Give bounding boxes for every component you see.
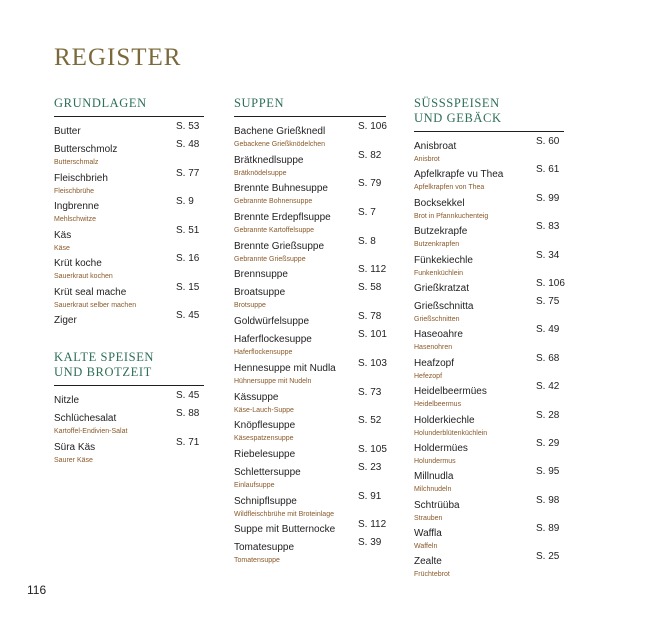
entry-text — [414, 136, 456, 164]
entry-name: Fleischbrieh — [54, 172, 108, 184]
entry-text — [234, 519, 335, 537]
entry-page-ref: S. 49 — [536, 324, 560, 336]
entry-text — [414, 164, 503, 192]
index-entry — [234, 236, 386, 265]
entry-text — [234, 207, 331, 235]
entry-page-ref: S. 79 — [358, 178, 382, 190]
entry-translation: Tomatensuppe — [234, 557, 280, 565]
entry-translation: Käse — [54, 244, 70, 252]
entry-text — [414, 296, 473, 324]
entry-page-ref: S. 77 — [176, 167, 200, 179]
entry-page-ref: S. 52 — [358, 415, 382, 427]
entry-translation: Heidelbeermus — [414, 401, 462, 409]
index-entry — [414, 523, 564, 551]
index-entry — [414, 353, 564, 381]
index-entry — [54, 408, 204, 437]
section-heading-line: KALTE SPEISEN — [54, 350, 155, 364]
entry-name: Kässuppe — [234, 391, 279, 403]
entry-text — [414, 381, 487, 409]
entry-translation: Käse-Lauch-Suppe — [234, 406, 294, 414]
entry-page-ref: S. 8 — [358, 235, 376, 247]
entry-text — [54, 310, 77, 328]
entry-translation: Kartoffel-Endivien-Salat — [54, 428, 128, 435]
index-entry — [234, 519, 386, 537]
entry-name: Anisbroat — [414, 141, 457, 152]
index-entry — [414, 438, 564, 466]
index-entry — [414, 278, 564, 296]
entry-text — [234, 491, 334, 519]
entry-page-ref: S. 16 — [176, 253, 200, 264]
index-entry — [54, 225, 204, 254]
entry-text — [234, 537, 294, 565]
entry-translation: Hühnersuppe mit Nudeln — [234, 377, 312, 385]
entry-translation: Brotsuppe — [234, 302, 266, 310]
entry-page-ref: S. 45 — [176, 390, 200, 401]
entry-page-ref: S. 106 — [358, 121, 387, 132]
entry-page-ref: S. 48 — [176, 139, 200, 150]
entry-translation: Sauerkraut kochen — [54, 273, 113, 280]
entry-name: Tomatesuppe — [234, 542, 295, 554]
entry-text — [414, 324, 463, 352]
section-heading — [414, 96, 564, 132]
entry-name: Knöpflesuppe — [234, 420, 296, 432]
entry-translation: Saurer Käse — [54, 456, 93, 464]
entry-page-ref: S. 73 — [358, 386, 382, 398]
index-entry — [414, 250, 564, 278]
entry-page-ref: S. 60 — [536, 136, 560, 147]
entry-text — [234, 150, 304, 178]
index-entry — [414, 324, 564, 352]
entry-text — [54, 225, 71, 253]
index-entry — [414, 296, 564, 324]
section-heading-line: SUPPEN — [234, 96, 285, 110]
index-entry — [414, 495, 564, 523]
entry-translation: Anisbrot — [414, 156, 440, 163]
entry-name: Schlettersuppe — [234, 466, 301, 478]
entry-page-ref: S. 42 — [536, 381, 560, 393]
entry-name: Bachene Grießknedl — [234, 126, 326, 137]
entry-text — [414, 193, 488, 221]
index-entry — [54, 253, 204, 282]
entry-text — [54, 139, 117, 167]
page-number: 116 — [27, 583, 47, 597]
entry-text — [54, 196, 99, 224]
index-entry — [234, 491, 386, 520]
entry-text — [234, 358, 336, 386]
entry-name: Hennesuppe mit Nudla — [234, 362, 336, 374]
index-entry — [54, 390, 204, 408]
section-suessspeisen — [414, 96, 564, 580]
section-heading — [234, 96, 386, 117]
entry-translation: Gebrannte Bohnensuppe — [234, 198, 313, 206]
entry-text — [414, 438, 468, 466]
entry-page-ref: S. 28 — [536, 409, 560, 421]
entry-name: Haferflockesuppe — [234, 334, 312, 346]
entry-text — [414, 523, 442, 551]
entry-translation: Gebackene Grießknödelchen — [234, 141, 326, 148]
section-suppen — [234, 96, 386, 566]
entry-page-ref: S. 39 — [358, 537, 382, 549]
entry-page-ref: S. 91 — [358, 490, 382, 502]
entry-translation: Gebrannte Grießsuppe — [234, 255, 306, 263]
entry-page-ref: S. 78 — [358, 311, 382, 323]
entry-name: Goldwürfelsuppe — [234, 316, 310, 328]
entry-text — [414, 410, 487, 438]
entry-translation: Hasenohren — [414, 344, 453, 352]
entry-name: Schlüchesalat — [54, 413, 117, 424]
entry-text — [234, 444, 295, 462]
entry-name: Heafzopf — [414, 357, 455, 369]
entry-name: Ingbrenne — [54, 201, 100, 212]
entry-name: Süra Käs — [54, 441, 96, 453]
entry-translation: Milchnudeln — [414, 486, 452, 494]
entry-name: Brennte Erdepflsuppe — [234, 212, 331, 224]
index-entry — [234, 207, 386, 236]
entry-translation: Fleischbrühe — [54, 187, 95, 195]
entry-page-ref: S. 61 — [536, 164, 560, 176]
entry-translation: Waffeln — [414, 543, 438, 551]
entry-name: Apfelkrapfe vu Thea — [414, 169, 504, 181]
entry-page-ref: S. 99 — [536, 192, 560, 204]
entry-page-ref: S. 23 — [358, 461, 382, 473]
entry-name: Zealte — [414, 556, 442, 568]
index-entry — [414, 221, 564, 249]
section-heading — [54, 96, 204, 117]
index-entry — [234, 282, 386, 311]
entry-name: Holdermües — [414, 442, 468, 454]
entry-page-ref: S. 106 — [536, 277, 565, 289]
entry-page-ref: S. 71 — [176, 436, 200, 448]
entry-name: Schtrüüba — [414, 499, 460, 511]
section-heading — [54, 350, 204, 386]
entry-page-ref: S. 7 — [358, 207, 376, 219]
entry-page-ref: S. 101 — [358, 329, 387, 341]
index-entry — [414, 466, 564, 494]
entry-translation: Funkenküchlein — [414, 269, 464, 277]
entry-page-ref: S. 103 — [358, 357, 387, 369]
index-entry — [414, 381, 564, 409]
entry-page-ref: S. 45 — [176, 310, 200, 321]
section-kalte-speisen — [54, 350, 204, 465]
entry-name: Haseoahre — [414, 329, 463, 341]
entry-translation: Wildfleischbrühe mit Broteinlage — [234, 510, 334, 518]
entry-name: Butter — [54, 126, 81, 137]
entry-translation: Haferflockensuppe — [234, 349, 293, 357]
entry-page-ref: S. 112 — [358, 264, 387, 276]
entry-name: Krüt koche — [54, 258, 102, 269]
entry-page-ref: S. 58 — [358, 282, 382, 294]
entry-text — [414, 353, 454, 381]
entry-translation: Strauben — [414, 514, 443, 522]
entry-text — [414, 495, 460, 523]
entry-translation: Holundermus — [414, 457, 456, 465]
entry-translation: Hefezopf — [414, 372, 443, 380]
entry-name: Brennsuppe — [234, 269, 288, 281]
entry-name: Broatsuppe — [234, 287, 286, 299]
index-entry — [54, 196, 204, 225]
entry-name: Suppe mit Butternocke — [234, 524, 336, 536]
entry-translation: Butzenkrapfen — [414, 241, 460, 249]
section-grundlagen — [54, 96, 204, 328]
entry-page-ref: S. 15 — [176, 281, 200, 293]
index-entry — [414, 193, 564, 221]
entry-text — [54, 168, 108, 196]
entry-translation: Einlaufsuppe — [234, 481, 275, 489]
entry-page-ref: S. 68 — [536, 352, 560, 364]
entry-translation: Käsespatzensuppe — [234, 435, 294, 443]
column-right — [414, 96, 564, 580]
entry-page-ref: S. 75 — [536, 295, 560, 307]
entry-page-ref: S. 95 — [536, 466, 560, 478]
index-entry — [414, 410, 564, 438]
index-entry — [234, 415, 386, 444]
entry-text — [54, 121, 81, 139]
entry-text — [234, 282, 285, 310]
entry-translation: Grießschnitten — [414, 315, 460, 323]
index-entry — [414, 551, 564, 579]
entry-name: Holderkiechle — [414, 414, 475, 426]
entry-name: Brennte Buhnesuppe — [234, 183, 328, 195]
entry-translation: Butterschmalz — [54, 159, 99, 166]
index-entry — [234, 462, 386, 491]
entry-page-ref: S. 29 — [536, 437, 560, 449]
index-entry — [234, 329, 386, 358]
column-left — [54, 96, 204, 465]
index-entry — [234, 311, 386, 329]
entry-page-ref: S. 25 — [536, 551, 560, 563]
index-entry — [414, 164, 564, 192]
entry-text — [414, 278, 469, 296]
index-entry — [54, 139, 204, 168]
entry-page-ref: S. 51 — [176, 224, 200, 236]
entry-name: Brennte Grießsuppe — [234, 240, 325, 252]
entry-text — [54, 282, 136, 310]
entry-translation: Brätknödelsuppe — [234, 169, 287, 177]
entry-text — [414, 221, 467, 249]
entry-text — [234, 387, 294, 415]
entry-page-ref: S. 88 — [176, 408, 200, 419]
entry-name: Millnudla — [414, 471, 454, 483]
index-entry — [414, 136, 564, 164]
entry-translation: Gebrannte Kartoffelsuppe — [234, 227, 315, 235]
entry-text — [234, 329, 312, 357]
index-entry — [54, 282, 204, 311]
entry-page-ref: S. 53 — [176, 121, 200, 132]
entry-name: Riebelesuppe — [234, 448, 296, 460]
entry-name: Butzekrapfe — [414, 226, 468, 238]
entry-name: Käs — [54, 229, 72, 241]
entry-text — [414, 551, 450, 579]
section-heading-line: SÜSSSPEISEN — [414, 96, 500, 110]
entry-page-ref: S. 83 — [536, 221, 560, 233]
entry-name: Grießkratzat — [414, 282, 470, 294]
entry-page-ref: S. 98 — [536, 494, 560, 506]
entry-translation: Früchtebrot — [414, 571, 450, 579]
index-entry — [234, 537, 386, 566]
entry-text — [414, 250, 473, 278]
entry-page-ref: S. 105 — [358, 443, 387, 455]
index-entry — [54, 168, 204, 197]
entry-name: Waffla — [414, 528, 442, 540]
entry-text — [414, 466, 453, 494]
entry-text — [234, 462, 301, 490]
entry-name: Nitzle — [54, 395, 80, 406]
entry-name: Fünkekiechle — [414, 254, 473, 266]
entry-translation: Mehlschwitze — [54, 216, 97, 223]
index-entry — [54, 310, 204, 328]
entry-translation: Apfelkrapfen von Thea — [414, 184, 485, 192]
entry-text — [54, 437, 95, 465]
entry-page-ref: S. 34 — [536, 249, 560, 261]
section-heading-line: GRUNDLAGEN — [54, 96, 147, 110]
section-heading-line: UND BROTZEIT — [54, 365, 152, 379]
entry-name: Ziger — [54, 315, 77, 326]
index-entry — [234, 150, 386, 179]
entry-text — [54, 390, 79, 408]
entry-text — [54, 408, 127, 436]
index-entry — [234, 358, 386, 387]
entry-name: Heidelbeermües — [414, 386, 487, 398]
index-entry — [234, 444, 386, 462]
entry-name: Brätknedlsuppe — [234, 154, 304, 166]
entry-text — [234, 178, 328, 206]
column-middle — [234, 96, 386, 566]
entry-page-ref: S. 82 — [358, 149, 382, 161]
index-entry — [234, 178, 386, 207]
section-heading-line: UND GEBÄCK — [414, 111, 502, 125]
entry-text — [234, 236, 324, 264]
entry-name: Bocksekkel — [414, 197, 465, 209]
index-entry — [234, 387, 386, 416]
entry-page-ref: S. 112 — [358, 519, 387, 531]
entry-translation: Holunderblütenküchlein — [414, 429, 488, 437]
page-title: REGISTER — [54, 44, 182, 71]
entry-text — [54, 253, 113, 281]
entry-translation: Sauerkraut selber machen — [54, 301, 137, 309]
entry-text — [234, 415, 295, 443]
index-entry — [234, 264, 386, 282]
entry-translation: Brot in Pfannkuchenteig — [414, 212, 489, 220]
entry-name: Butterschmolz — [54, 144, 118, 155]
entry-page-ref: S. 9 — [176, 196, 194, 207]
index-entry — [54, 121, 204, 139]
entry-text — [234, 311, 309, 329]
entry-name: Grießschnitta — [414, 300, 474, 312]
entry-name: Krüt seal mache — [54, 286, 127, 298]
entry-text — [234, 264, 288, 282]
entry-page-ref: S. 89 — [536, 523, 560, 535]
index-entry — [234, 121, 386, 150]
entry-text — [234, 121, 325, 149]
entry-name: Schnipflsuppe — [234, 495, 297, 507]
index-entry — [54, 437, 204, 466]
